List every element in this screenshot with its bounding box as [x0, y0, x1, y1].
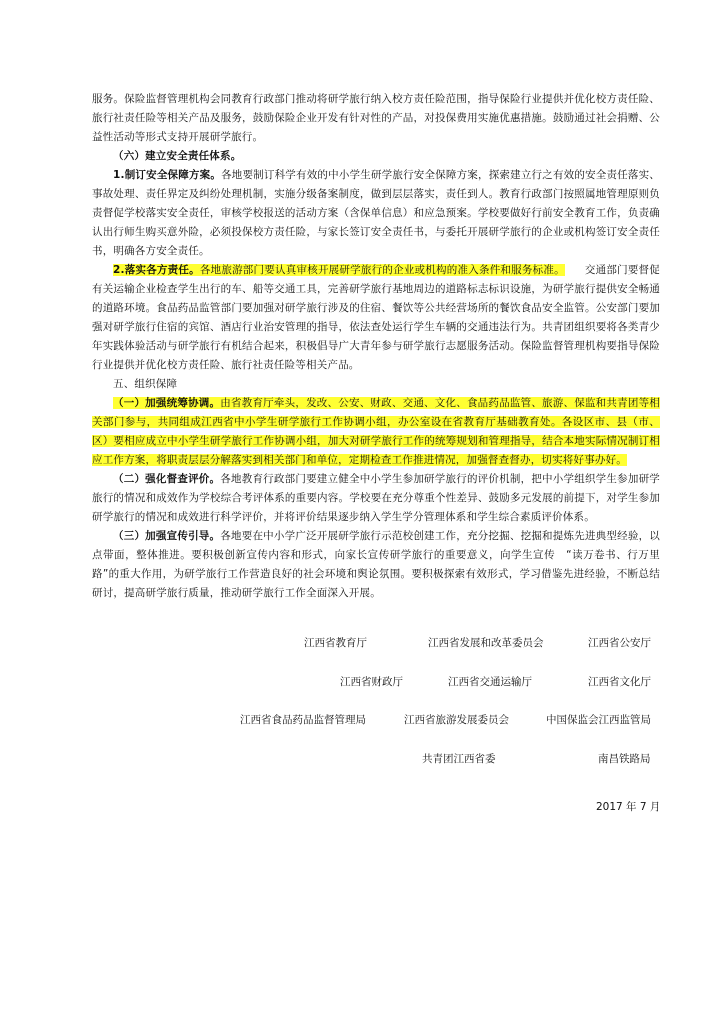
subheading-text: 2.落实各方责任。: [113, 264, 200, 276]
subheading-text: （二）强化督查评价。: [113, 473, 221, 485]
section-heading-organization: [92, 375, 660, 394]
signatory: 江西省食品药品监督管理局: [240, 714, 366, 726]
body-text: [92, 90, 660, 603]
heading-text: （六）建立安全责任体系。: [113, 150, 242, 162]
paragraph-text: 各地教育行政部门要建立健全中小学生参加研学旅行的评价机制，把中小学组织学生参加研学旅行的情况和成效作为学校综合考评体系的重要内容。学校要在充分尊重个性差异、鼓励多元发展的前提下，对学生参加研学旅行的情况和成效进行科学评价，并将评价结果逐步纳入学生学分管理体系和学生综合素质评价体系。: [92, 473, 661, 523]
document-date: 2017 年 7 月: [596, 801, 661, 813]
signatory: 共青团江西省委: [422, 753, 496, 765]
paragraph-publicity: [92, 527, 660, 603]
paragraph-text: 各地要在中小学广泛开展研学旅行示范校创建工作，充分挖掘、挖掘和提炼先进典型经验，以点带面，整体推进。要积极创新宣传内容和形式，向家长宣传研学旅行的重要意义，向学生宣传 “读万卷书、行万里路”的重大作用，为研学旅行工作营造良好的社会环境和舆论氛围。要积极探索有效形式，学习借鉴先进经验，不断总结研讨，提高研学旅行质量，推动研学旅行工作全面深入开展。: [92, 530, 661, 599]
paragraph-coordination: [92, 394, 660, 470]
signatory: 江西省旅游发展委员会: [404, 714, 509, 726]
section-heading-safety: [92, 147, 660, 166]
paragraph-text: 交通部门要督促有关运输企业检查学生出行的车、船等交通工具，完善研学旅行基地周边的道路标志标识设施，为研学旅行提供安全畅通的道路环境。食品药品监管部门要加强对研学旅行涉及的住宿、餐饮等公共经营场所的餐饮食品安全监管。公安部门要加强对研学旅行住宿的宾馆、酒店行业治安管理的指导，依法查处运行学生车辆的交通违法行为。共青团组织要将各类青少年实践体验活动与研学旅行有机结合起来，积极倡导广大青年参与研学旅行志愿服务活动。保险监督管理机构要指导保险行业提供并优化校方责任险、旅行社责任险等相关产品。: [92, 264, 660, 371]
subheading-text: 1.制订安全保障方案。: [113, 169, 222, 181]
paragraph-text: 服务。保险监督管理机构会同教育行政部门推动将研学旅行纳入校方责任险范围，指导保险行业提供并优化校方责任险、旅行社责任险等相关产品及服务，鼓励保险企业开发有针对性的产品，对投保费用实施优惠措施。鼓励通过社会捐赠、公益性活动等形式支持开展研学旅行。: [92, 93, 660, 143]
paragraph-safety-plan: [92, 166, 660, 261]
paragraph-text: 各地要制订科学有效的中小学生研学旅行安全保障方案，探索建立行之有效的安全责任落实、事故处理、责任界定及纠纷处理机制，实施分级备案制度，做到层层落实，责任到人。教育行政部门按照属地管理原则负责督促学校落实安全责任，审核学校报送的活动方案（含保单信息）和应急预案。学校要做好行前安全教育工作，负责确认出行师生购买意外险，必须投保校方责任险，与家长签订安全责任书，与委托开展研学旅行的企业或机构签订安全责任书，明确各方安全责任。: [92, 169, 660, 257]
heading-text: 五、组织保障: [113, 378, 178, 390]
subheading-text: （三）加强宣传引导。: [113, 530, 221, 542]
signatory: 江西省文化厅: [588, 676, 651, 688]
subheading-text: （一）加强统筹协调。: [113, 397, 221, 409]
paragraph-funding: [92, 90, 660, 147]
signatory: 江西省交通运输厅: [448, 676, 532, 688]
signatory: 江西省教育厅: [304, 637, 367, 649]
paragraph-evaluation: [92, 470, 660, 527]
signatory: 江西省发展和改革委员会: [428, 637, 544, 649]
highlighted-text: 由省教育厅牵头，发改、公安、财政、交通、文化、食品药品监管、旅游、保监和共青团等相关部门参与，共同组成江西省中小学生研学旅行工作协调小组，办公室设在省教育厅基础教育处。各设区市、县（市、区）要相应成立中小学生研学旅行工作协调小组，加大对研学旅行工作的统筹规划和管理指导，结合本地实际情况制订相应工作方案，将职责层层分解落实到相关部门和单位，定期检查工作推进情况，加强督查督办，切实将好事办好。: [92, 397, 661, 466]
signatory: 中国保监会江西监管局: [546, 714, 651, 726]
signatory: 江西省公安厅: [588, 637, 651, 649]
paragraph-responsibilities: [92, 261, 660, 375]
highlighted-text: 各地旅游部门要认真审核开展研学旅行的企业或机构的准入条件和服务标准。: [199, 264, 565, 276]
signatory: 江西省财政厅: [340, 676, 403, 688]
signatory: 南昌铁路局: [598, 753, 651, 765]
